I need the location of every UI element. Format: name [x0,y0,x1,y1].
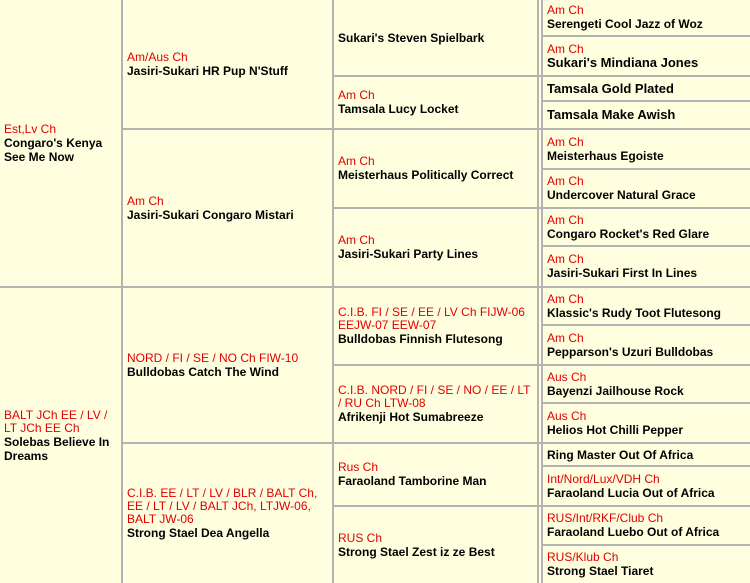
dog-name[interactable]: Jasiri-Sukari First In Lines [547,266,698,280]
dog-title: Am Ch [547,134,584,149]
dog-name[interactable]: Afrikenji Hot Sumabreeze [338,410,484,424]
dog-title: RUS Ch [338,530,383,545]
pedigree-cell-great-great-grandparent [543,467,750,505]
pedigree-cell-grandparent [123,288,332,442]
pedigree-cell-great-great-grandparent [543,444,750,465]
dog-name[interactable]: Strong Stael Tiaret [547,564,654,578]
dog-name[interactable]: Ring Master Out Of Africa [547,447,694,462]
dog-title: RUS/Int/RKF/Club Ch [547,511,664,525]
dog-name[interactable]: Faraoland Luebo Out of Africa [547,525,720,539]
dog-name[interactable]: Bulldobas Finnish Flutesong [338,332,503,346]
pedigree-cell-great-great-grandparent [543,130,750,168]
pedigree-cell-great-great-grandparent [543,404,750,442]
dog-title: Am Ch [547,252,584,266]
pedigree-cell-great-great-grandparent [543,77,750,100]
dog-name[interactable]: Tamsala Gold Plated [547,80,674,96]
pedigree-cell-grandparent [123,444,332,583]
dog-name[interactable]: Jasiri-Sukari Party Lines [338,247,479,261]
dog-name[interactable]: Sukari's Steven Spielbark [338,30,485,45]
dog-title: Am Ch [127,193,164,208]
dog-title: Am Ch [547,174,584,188]
dog-name[interactable]: Undercover Natural Grace [547,188,696,202]
dog-title: Am Ch [338,88,375,102]
dog-name[interactable]: Serengeti Cool Jazz of Woz [547,17,703,31]
dog-title: Am/Aus Ch [127,49,188,64]
dog-name[interactable]: Bulldobas Catch The Wind [127,364,279,379]
pedigree-cell-great-grandparent [334,209,537,286]
dog-title: NORD / FI / SE / NO Ch FIW-10 [127,350,299,365]
dog-name[interactable]: Tamsala Make Awish [547,107,676,122]
pedigree-cell-great-great-grandparent [543,0,750,35]
dog-title: RUS/Klub Ch [547,550,619,564]
dog-name[interactable]: Meisterhaus Politically Correct [338,168,514,182]
pedigree-cell-great-great-grandparent [543,37,750,75]
pedigree-cell-great-grandparent [334,366,537,442]
pedigree-cell-sire [0,0,121,286]
pedigree-cell-great-grandparent [334,507,537,583]
pedigree-cell-great-great-grandparent [543,546,750,583]
dog-title: Am Ch [547,291,584,306]
pedigree-cell-grandparent [123,0,332,128]
dog-title: C.I.B. EE / LT / LV / BLR / BALT Ch, EE / LT / LV / BALT JCh, LTJW-06, BALT JW-06 [127,486,318,526]
pedigree-cell-great-grandparent [334,77,537,128]
pedigree-cell-great-great-grandparent [543,326,750,364]
pedigree-cell-great-grandparent [334,288,537,364]
pedigree-cell-great-grandparent [334,130,537,207]
pedigree-cell-grandparent [123,130,332,286]
dog-title: Int/Nord/Lux/VDH Ch [547,471,660,486]
dog-name[interactable]: Sukari's Mindiana Jones [547,54,699,70]
pedigree-cell-great-great-grandparent [543,170,750,207]
dog-name[interactable]: Helios Hot Chilli Pepper [547,422,684,437]
dog-name[interactable]: Strong Stael Zest iz ze Best [338,544,495,559]
dog-name[interactable]: Klassic's Rudy Toot Flutesong [547,305,721,320]
dog-title: Am Ch [547,41,584,56]
dog-name[interactable]: Faraoland Lucia Out of Africa [547,485,715,500]
dog-name[interactable]: Solebas Believe In Dreams [4,434,110,463]
dog-name[interactable]: Strong Stael Dea Angella [127,526,270,540]
dog-name[interactable]: Jasiri-Sukari Congaro Mistari [127,207,294,222]
dog-name[interactable]: Congaro Rocket's Red Glare [547,226,710,241]
dog-name[interactable]: Meisterhaus Egoiste [547,148,664,163]
pedigree-cell-great-grandparent [334,444,537,505]
dog-title: Est,Lv Ch [4,121,57,136]
dog-title: Rus Ch [338,460,379,474]
pedigree-cell-great-great-grandparent [543,288,750,324]
grid-line [537,0,539,583]
dog-title: Am Ch [547,212,584,227]
dog-title: Am Ch [547,330,584,345]
pedigree-cell-great-great-grandparent [543,102,750,128]
dog-name[interactable]: Tamsala Lucy Locket [338,102,459,116]
dog-name[interactable]: Pepparson's Uzuri Bulldobas [547,344,714,359]
dog-name[interactable]: Bayenzi Jailhouse Rock [547,383,684,398]
pedigree-cell-dam [0,288,121,583]
dog-title: C.I.B. FI / SE / EE / LV Ch FIJW-06 EEJW-07 EEW-07 [338,305,525,332]
pedigree-cell-great-great-grandparent [543,209,750,245]
dog-name[interactable]: Jasiri-Sukari HR Pup N'Stuff [127,63,288,78]
pedigree-cell-great-great-grandparent [543,507,750,544]
dog-name[interactable]: Faraoland Tamborine Man [338,474,487,488]
dog-title: Aus Ch [547,408,587,423]
pedigree-cell-great-grandparent [334,0,537,75]
dog-title: C.I.B. NORD / FI / SE / NO / EE / LT / RU Ch LTW-08 [338,383,531,410]
dog-title: Am Ch [338,233,375,247]
dog-title: Am Ch [547,3,584,17]
dog-title: Am Ch [338,154,375,168]
pedigree-cell-great-great-grandparent [543,366,750,402]
dog-title: BALT JCh EE / LV / LT JCh EE Ch [4,407,108,435]
dog-name[interactable]: Congaro's Kenya See Me Now [4,135,103,164]
pedigree-cell-great-great-grandparent [543,247,750,286]
dog-title: Aus Ch [547,369,587,384]
